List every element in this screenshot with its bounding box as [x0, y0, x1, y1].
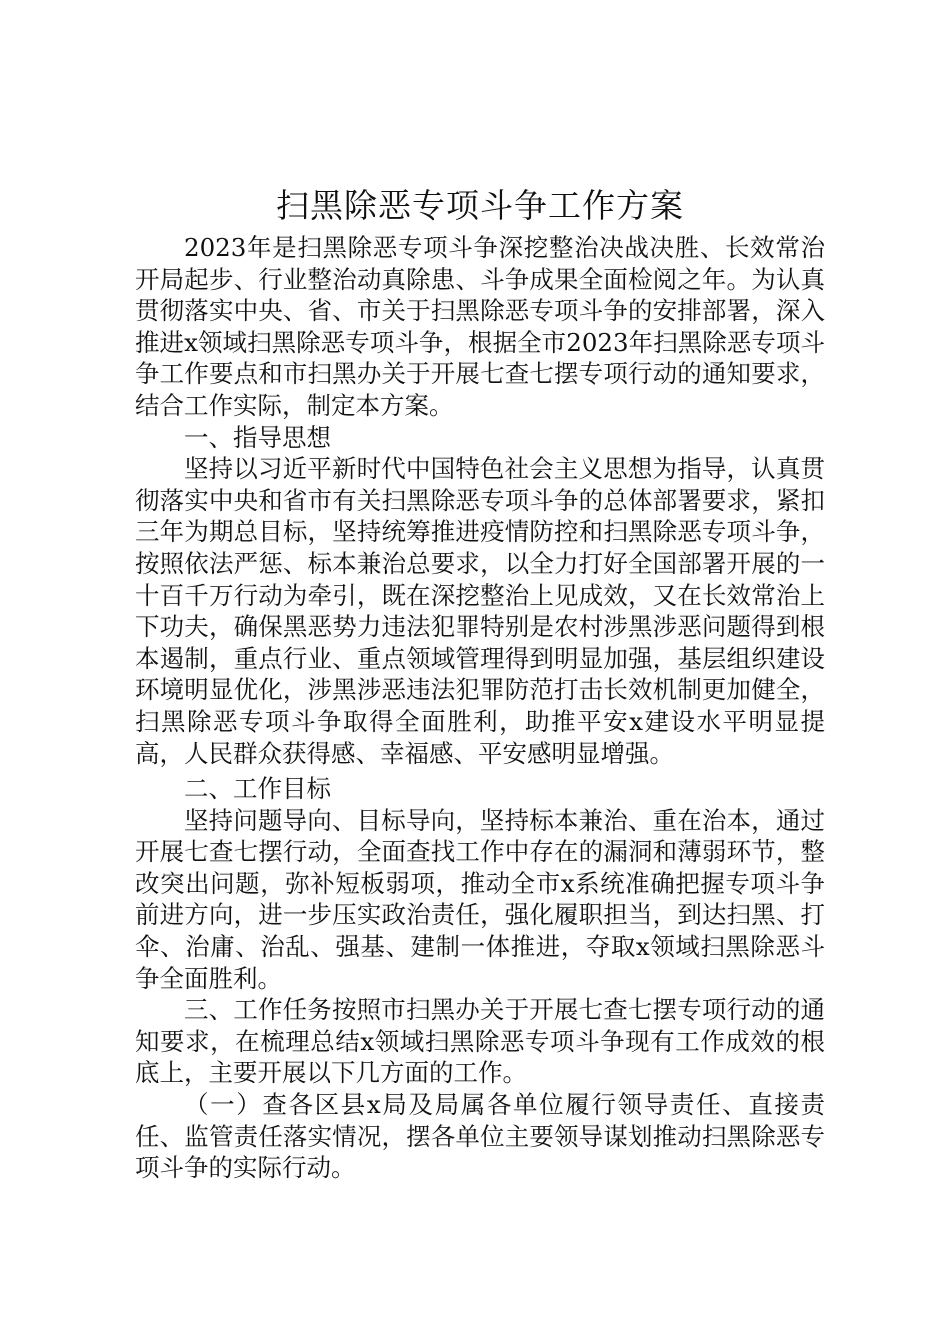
- document-page: [135, 182, 825, 1184]
- document-title: 扫黑除恶专项斗争工作方案: [276, 186, 684, 225]
- work-tasks-paragraph: 三、工作任务按照市扫黑办关于开展七查七摆专项行动的通知要求，在梳理总结x领域扫黑除恶专项斗争现有工作成效的根底上，主要开展以下几方面的工作。: [135, 995, 825, 1088]
- intro-paragraph: 2023年是扫黑除恶专项斗争深挖整治决战决胜、长效常治开局起步、行业整治动真除患、斗争成果全面检阅之年。为认真贯彻落实中央、省、市关于扫黑除恶专项斗争的安排部署，深入推进x领域扫黑除恶专项斗争，根据全市2023年扫黑除恶专项斗争工作要点和市扫黑办关于开展七查七摆专项行动的通知要求，结合工作实际，制定本方案。: [135, 233, 825, 420]
- guiding-ideology-paragraph: 坚持以习近平新时代中国特色社会主义思想为指导，认真贯彻落实中央和省市有关扫黑除恶专项斗争的总体部署要求，紧扣三年为期总目标，坚持统筹推进疫情防控和扫黑除恶专项斗争，按照依法严惩、标本兼治总要求，以全力打好全国部署开展的一十百千万行动为牵引，既在深挖整治上见成效，又在长效常治上下功夫，确保黑恶势力违法犯罪特别是农村涉黑涉恶问题得到根本遏制，重点行业、重点领域管理得到明显加强，基层组织建设环境明显优化，涉黑涉恶违法犯罪防范打击长效机制更加健全，扫黑除恶专项斗争取得全面胜利，助推平安x建设水平明显提高，人民群众获得感、幸福感、平安感明显增强。: [135, 454, 825, 768]
- section-heading-work-goals: 二、工作目标: [184, 774, 331, 804]
- task-item-1-paragraph: （一）查各区县x局及局属各单位履行领导责任、直接责任、监管责任落实情况，摆各单位主要领导谋划推动扫黑除恶专项斗争的实际行动。: [135, 1090, 825, 1183]
- work-goals-paragraph: 坚持问题导向、目标导向，坚持标本兼治、重在治本，通过开展七查七摆行动，全面查找工作中存在的漏洞和薄弱环节，整改突出问题，弥补短板弱项，推动全市x系统准确把握专项斗争前进方向，进一步压实政治责任，强化履职担当，到达扫黑、打伞、治庸、治乱、强基、建制一体推进，夺取x领域扫黑除恶斗争全面胜利。: [135, 805, 825, 993]
- section-heading-guiding-ideology: 一、指导思想: [184, 422, 331, 452]
